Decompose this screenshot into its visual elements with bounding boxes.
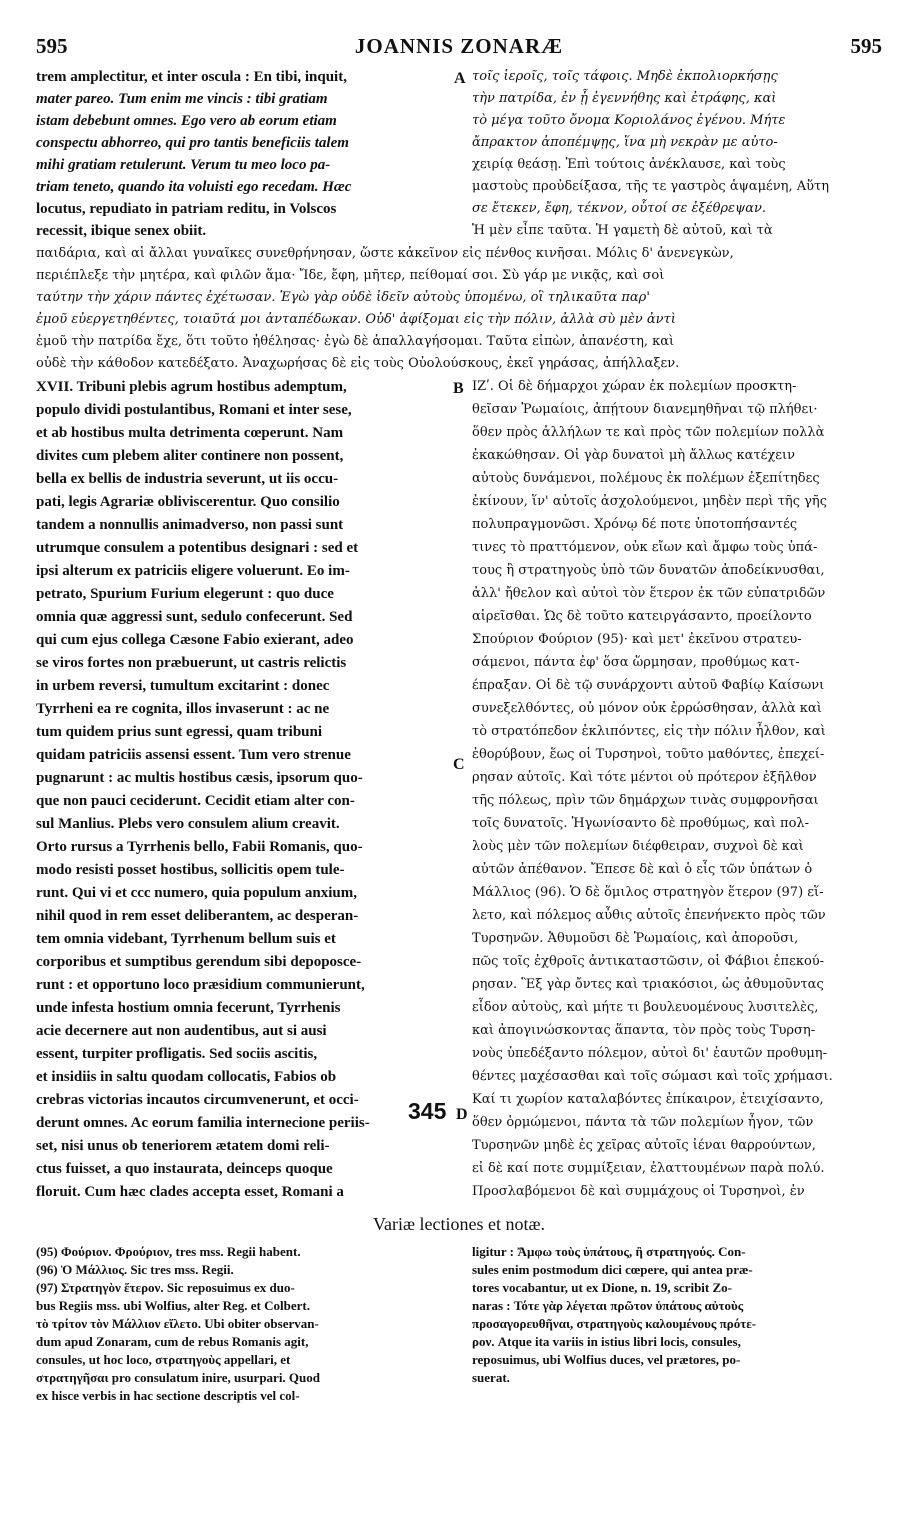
text-line: runt : et opportuno loco præsidium communierunt, <box>36 977 365 993</box>
text-line: τὸ στρατόπεδον ἐκλιπόντες, εἰς τὴν πόλιν ἦλθον, καὶ <box>472 724 826 739</box>
text-line: αἱρεῖσθαι. Ὡς δὲ τοῦτο κατειργάσαντο, προείλοντο <box>472 609 812 624</box>
text-line: derunt omnes. Ac eorum familia internecione periis- <box>36 1115 370 1131</box>
text-line: unde infesta hostium omnia fecerunt, Tyrrhenis <box>36 1000 341 1016</box>
page-header <box>36 34 882 60</box>
text-line: set, nisi unus ob teneriorem ætatem domi reli- <box>36 1138 330 1154</box>
text-line: θέντες μαχέσασθαι καὶ τοῖς σώμασι καὶ τοῖς χρήμασι. <box>472 1069 833 1084</box>
text-line: οὐδὲ τὴν κάθοδον κατεδέξατο. Ἀναχωρήσας δὲ εἰς τοὺς Οὐολούσκους, ἐκεῖ γηράσας, ἀπήλλαξεν. <box>36 356 680 371</box>
text-line: εἰ δὲ καί ποτε συμμίξειαν, ἐλαττουμένων παρὰ πολύ. <box>472 1161 825 1176</box>
text-line: ρησαν αὐτοῖς. Καὶ τότε μέντοι οὐ πρότερον ἐξῆλθον <box>472 770 817 785</box>
text-line: Tyrrheni ea re cognita, illos invaserunt : ac ne <box>36 701 330 717</box>
text-line: τοῖς ἱεροῖς, τοῖς τάφοις. Μηδὲ ἐκπολιορκήσῃς <box>472 69 778 84</box>
text-line: ΙΖʹ. Οἱ δὲ δήμαρχοι χώραν ἐκ πολεμίων προσκτη- <box>472 379 797 394</box>
text-line: trem amplectitur, et inter oscula : En tibi, inquit, <box>36 69 347 85</box>
text-line: utrumque consulem a potentibus designari : sed et <box>36 540 359 556</box>
text-line: νοὺς ὑπεδέξαντο πόλεμον, αὐτοὶ δι' ἑαυτῶν προθυμη- <box>472 1046 827 1061</box>
page-number-left: 595 <box>36 34 68 58</box>
text-line: runt. Qui vi et ccc numero, quia populum anxium, <box>36 885 358 901</box>
text-line: ἐκίνουν, ἵν' αὐτοῖς ἀσχολούμενοι, μηδὲν περὶ τῆς γῆς <box>472 494 827 509</box>
text-line: ctus fuisset, a quo instaurata, deinceps quoque <box>36 1161 333 1177</box>
note-line: dum apud Zonaram, cum de rebus Romanis agit, <box>36 1334 309 1349</box>
text-line: ἄπρακτον ἀποπέμψῃς, ἵνα μὴ νεκρὰν με αὐτο- <box>472 135 778 150</box>
margin-marker-a: A <box>454 70 466 87</box>
note-line: bus Regiis mss. ubi Wolfius, alter Reg. et Colbert. <box>36 1298 310 1313</box>
note-line: naras : Τότε γὰρ λέγεται πρῶτον ὑπάτους αὐτοὺς <box>472 1298 744 1313</box>
text-line: λοὺς μὲν τῶν πολεμίων διέφθειραν, συχνοὶ δὲ καὶ <box>472 839 804 854</box>
text-line: ἐκακώθησαν. Οἱ γὰρ δυνατοὶ μὴ ἄλλως κατέχειν <box>472 448 795 463</box>
text-line: ρησαν. Ἓξ γὰρ ὄντες καὶ τριακόσιοι, ὡς ἀθυμοῦντας <box>472 977 824 992</box>
text-line: pati, legis Agrariæ obliviscerentur. Quo consilio <box>36 494 340 510</box>
text-line: essent, turpiter profligatis. Sed sociis ascitis, <box>36 1046 318 1062</box>
text-line: triam teneto, quando ita voluisti ego recedam. Hæc <box>36 179 352 195</box>
text-line: τῆς πόλεως, πρὶν τῶν δημάρχων τινὰς συμφρονῆσαι <box>472 793 819 808</box>
text-line: recessit, ibique senex obiit. <box>36 223 207 239</box>
note-line: reposuimus, ubi Wolfius duces, vel prætores, po- <box>472 1352 741 1367</box>
text-line: πῶς τοῖς ἐχθροῖς ἀντικαταστῶσιν, οἱ Φάβιοι ἐπεκού- <box>472 954 825 969</box>
text-line: tum quidem prius sunt egressi, quam tribuni <box>36 724 323 740</box>
note-line: ex hisce verbis in hac sectione descriptis vel col- <box>36 1388 300 1403</box>
text-line: istam debebunt omnes. Ego vero ab eorum etiam <box>36 113 337 129</box>
text-line: divites cum plebem aliter continere non possent, <box>36 448 344 464</box>
text-line: mater pareo. Tum enim me vincis : tibi gratiam <box>36 91 328 107</box>
text-line: tandem a nonnullis animadverso, non passi sunt <box>36 517 344 533</box>
note-line: τὸ τρίτον τὸν Μάλλιον εἵλετο. Ubi obiter observan- <box>36 1316 319 1331</box>
text-line: ταύτην τὴν χάριν πάντες ἐχέτωσαν. Ἐγὼ γὰρ οὐδὲ ἰδεῖν αὐτοὺς ὑπομένω, οἳ τηλικαῦτα παρ' <box>36 290 650 305</box>
note-line: (95) Φούριον. Φρούριον, tres mss. Regii habent. <box>36 1244 301 1259</box>
text-line: Καί τι χωρίον καταλαβόντες ἐπίκαιρον, ἐτειχίσαντο, <box>472 1092 824 1107</box>
text-line: qui cum ejus collega Cæsone Fabio exierant, adeo <box>36 632 354 648</box>
document-page <box>36 34 882 1514</box>
text-line: έπραξαν. Οἱ δὲ τῷ συνάρχοντι αὐτοῦ Φαβίῳ Καίσωνι <box>472 678 825 693</box>
text-line: pugnarunt : ac multis hostibus cæsis, ipsorum quo- <box>36 770 363 786</box>
text-line: locutus, repudiato in patriam reditu, in Volscos <box>36 201 337 217</box>
text-line: petrato, Spurium Furium elegerunt : quo duce <box>36 586 334 602</box>
text-line: τοῖς δυνατοῖς. Ἠγωνίσαντο δὲ προθύμως, καὶ πολ- <box>472 816 810 831</box>
text-line: ὅθεν ὁρμώμενοι, πάντα τὰ τῶν πολεμίων ἦγον, τῶν <box>472 1115 814 1130</box>
text-line: et insidiis in saltu quodam collocatis, Fabios ob <box>36 1069 337 1085</box>
text-line: καὶ ἀπογινώσκοντας ἅπαντα, τὸν πρὸς τοὺς Τυρση- <box>472 1023 816 1038</box>
note-line: tores vocabantur, ut ex Dione, n. 19, scribit Zo- <box>472 1280 732 1295</box>
margin-marker-d: D <box>456 1106 468 1123</box>
text-line: περιέπλεξε τὴν μητέρα, καὶ φιλῶν ἅμα· Ἴδε, ἔφη, μῆτερ, πείθομαί σοι. Σὺ γάρ με νικᾷς, καὶ σοὶ <box>36 268 665 283</box>
text-line: mihi gratiam retulerunt. Verum tu meo loco pa- <box>36 157 331 173</box>
note-line: (97) Στρατηγὸν ἕτερον. Sic reposuimus ex duo- <box>36 1280 295 1295</box>
text-line: bella ex bellis de industria severunt, ut iis occu- <box>36 471 339 487</box>
text-line: nihil quod in rem esset deliberantem, ac desperan- <box>36 908 359 924</box>
text-line: ipsi alterum ex patriciis eligere voluerunt. Eo im- <box>36 563 350 579</box>
text-line: populo dividi postulantibus, Romani et inter sese, <box>36 402 352 418</box>
text-line: acie decernere aut non audentibus, aut si ausi <box>36 1023 327 1039</box>
text-line: ἐθορύβουν, ἕως οἱ Τυρσηνοὶ, τοῦτο μαθόντες, ἐπεχεί- <box>472 747 825 762</box>
text-line: ἀλλ' ἤθελον καὶ αὐτοὶ τὸν ἕτερον ἐκ τῶν εὐπατριδῶν <box>472 586 826 601</box>
text-line: que non pauci ceciderunt. Cecidit etiam alter con- <box>36 793 355 809</box>
text-line: αὐτῶν ἀπέθανον. Ἔπεσε δὲ καὶ ὁ εἷς τῶν ὑπάτων ὁ <box>472 862 813 877</box>
text-line: corporibus et sumptibus gerendum sibi depoposce- <box>36 954 362 970</box>
page-number-right: 595 <box>850 34 882 58</box>
text-line: τὸ μέγα τοῦτο ὄνομα Κοριολάνος ἐγένου. Μήτε <box>472 113 786 128</box>
text-line: Τυρσηνῶν μηδὲ ἐς χεῖρας αὐτοῖς ἰέναι θαρρούντων, <box>472 1138 816 1153</box>
text-line: σάμενοι, πάντα ἐφ' ὅσα ὥρμησαν, προθύμως κατ- <box>472 655 800 670</box>
text-line: Σπούριον Φούριον (95)· καὶ μετ' ἐκεῖνου στρατευ- <box>472 632 802 647</box>
text-line: crebras victorias incautos circumvenerunt, et occi- <box>36 1092 359 1108</box>
text-line: χειρίᾳ θεάσῃ. Ἐπὶ τούτοις ἀνέκλαυσε, καὶ τοὺς <box>472 157 786 172</box>
note-line: suerat. <box>472 1370 510 1385</box>
page-reference-number: 345 <box>408 1098 447 1124</box>
text-line: πολυπραγμονῶσι. Χρόνῳ δέ ποτε ὑποτοπήσαντές <box>472 517 798 532</box>
note-line: στρατηγῆσαι pro consulatum inire, usurpari. Quod <box>36 1370 321 1385</box>
text-line: omnia quæ aggressi sunt, sedulo confecerunt. Sed <box>36 609 353 625</box>
text-line: conspectu abhorreo, qui pro tantis beneficiis talem <box>36 135 349 151</box>
margin-marker-c: C <box>453 756 465 773</box>
text-line: συνεξελθόντες, οὐ μόνον οὐκ ἐρρώσθησαν, ἀλλὰ καὶ <box>472 701 822 716</box>
text-line: τους ἢ στρατηγοὺς ὑπὸ τῶν δυνατῶν ἀποδείκνυσθαι, <box>472 563 825 578</box>
text-line: XVII. Tribuni plebis agrum hostibus ademptum, <box>36 379 347 395</box>
text-line: αὐτοὺς δυνάμενοι, πολέμους ἐκ πολέμων ἐξεπίτηδες <box>472 471 820 486</box>
text-line: Orto rursus a Tyrrhenis bello, Fabii Romanis, quo- <box>36 839 363 855</box>
text-line: quidam patriciis assensi essent. Tum vero strenue <box>36 747 351 763</box>
text-line: θεῖσαν Ῥωμαίοις, ἀπῄτουν διανεμηθῆναι τῷ πλήθει· <box>472 402 818 417</box>
text-line: ἐμοῦ τὴν πατρίδα ἔχε, ὅτι τοῦτο ἠθέλησας· ἐγὼ δὲ ἀπαλλαγήσομαι. Ταῦτα εἰπὼν, ἀπανέστη, καὶ <box>36 334 675 349</box>
note-line: ligitur : Ἄμφω τοὺς ὑπάτους, ἢ στρατηγούς. Con- <box>472 1244 746 1259</box>
text-line: Ἡ μὲν εἶπε ταῦτα. Ἡ γαμετὴ δὲ αὐτοῦ, καὶ τὰ <box>472 223 773 238</box>
note-line: sules enim postmodum dici cœpere, qui antea præ- <box>472 1262 753 1277</box>
margin-marker-b: B <box>453 380 464 397</box>
text-line: παιδάρια, καὶ αἱ ἄλλαι γυναῖκες συνεθρήνησαν, ὥστε κἀκεῖνον εἰς πένθος κινῆσαι. Μόλις δ' ἀνενεγκὼν, <box>36 246 734 261</box>
text-line: ἐμοῦ εὐεργετηθέντες, τοιαῦτά μοι ἀνταπέδωκαν. Οὐδ' ἀφίξομαι εἰς τὴν πόλιν, ἀλλὰ σὺ μὲν ἀντὶ <box>36 312 676 327</box>
text-line: Προσλαβόμενοι δὲ καὶ συμμάχους οἱ Τυρσηνοὶ, ἐν <box>472 1184 805 1199</box>
text-line: μαστοὺς προὐδείξασα, τῆς τε γαστρὸς ἁψαμένη, Αὕτη <box>472 179 829 194</box>
text-line: sul Manlius. Plebs vero consulem alium creavit. <box>36 816 340 832</box>
text-line: floruit. Cum hæc clades accepta esset, Romani a <box>36 1184 344 1200</box>
text-line: ὅθεν πρὸς ἀλλήλων τε καὶ πρὸς τῶν πολεμίων πολλὰ <box>472 425 825 440</box>
notes-heading: Variæ lectiones et notæ. <box>373 1214 545 1234</box>
text-line: Μάλλιος (96). Ὁ δὲ ὅμιλος στρατηγὸν ἕτερον (97) εἵ- <box>472 885 824 900</box>
note-line: consules, ut hoc loco, στρατηγοὺς appellari, et <box>36 1352 291 1367</box>
note-line: (96) Ὁ Μάλλιος. Sic tres mss. Regii. <box>36 1262 234 1277</box>
text-line: λετο, καὶ πόλεμος αὖθις αὐτοῖς ἐπενήνεκτο πρὸς τῶν <box>472 908 826 923</box>
text-line: εἶδον αὐτοὺς, καὶ μήτε τι βουλευομένους λυσιτελὲς, <box>472 1000 819 1015</box>
text-line: in urbem reversi, tumultum excitarint : donec <box>36 678 330 694</box>
text-line: modo resisti posset hostibus, sollicitis opem tule- <box>36 862 345 878</box>
text-line: τὴν πατρίδα, ἐν ᾗ ἐγεννήθης καὶ ἐτράφης, καὶ <box>472 91 777 106</box>
text-line: et ab hostibus multa detrimenta cœperunt. Nam <box>36 425 344 441</box>
note-line: ρον. Atque ita variis in istius libri locis, consules, <box>472 1334 741 1349</box>
text-line: σε ἔτεκεν, ἔφη, τέκνον, οὗτοί σε ἐξέθρεψαν. <box>472 201 767 216</box>
text-line: Τυρσηνῶν. Ἀθυμοῦσι δὲ Ῥωμαίοις, καὶ ἀποροῦσι, <box>472 931 799 946</box>
note-line: προσαγορευθῆναι, στρατηγοὺς καλουμένους πρότε- <box>472 1316 757 1331</box>
text-line: se viros fortes non præbuerunt, ut castris relictis <box>36 655 347 671</box>
text-line: tem omnia videbant, Tyrrhenum bellum suis et <box>36 931 336 947</box>
text-line: τινες τὸ πραττόμενον, οὐκ εἴων καὶ ἄμφω τοὺς ὑπά- <box>472 540 818 555</box>
running-title: JOANNIS ZONARÆ <box>354 34 564 58</box>
